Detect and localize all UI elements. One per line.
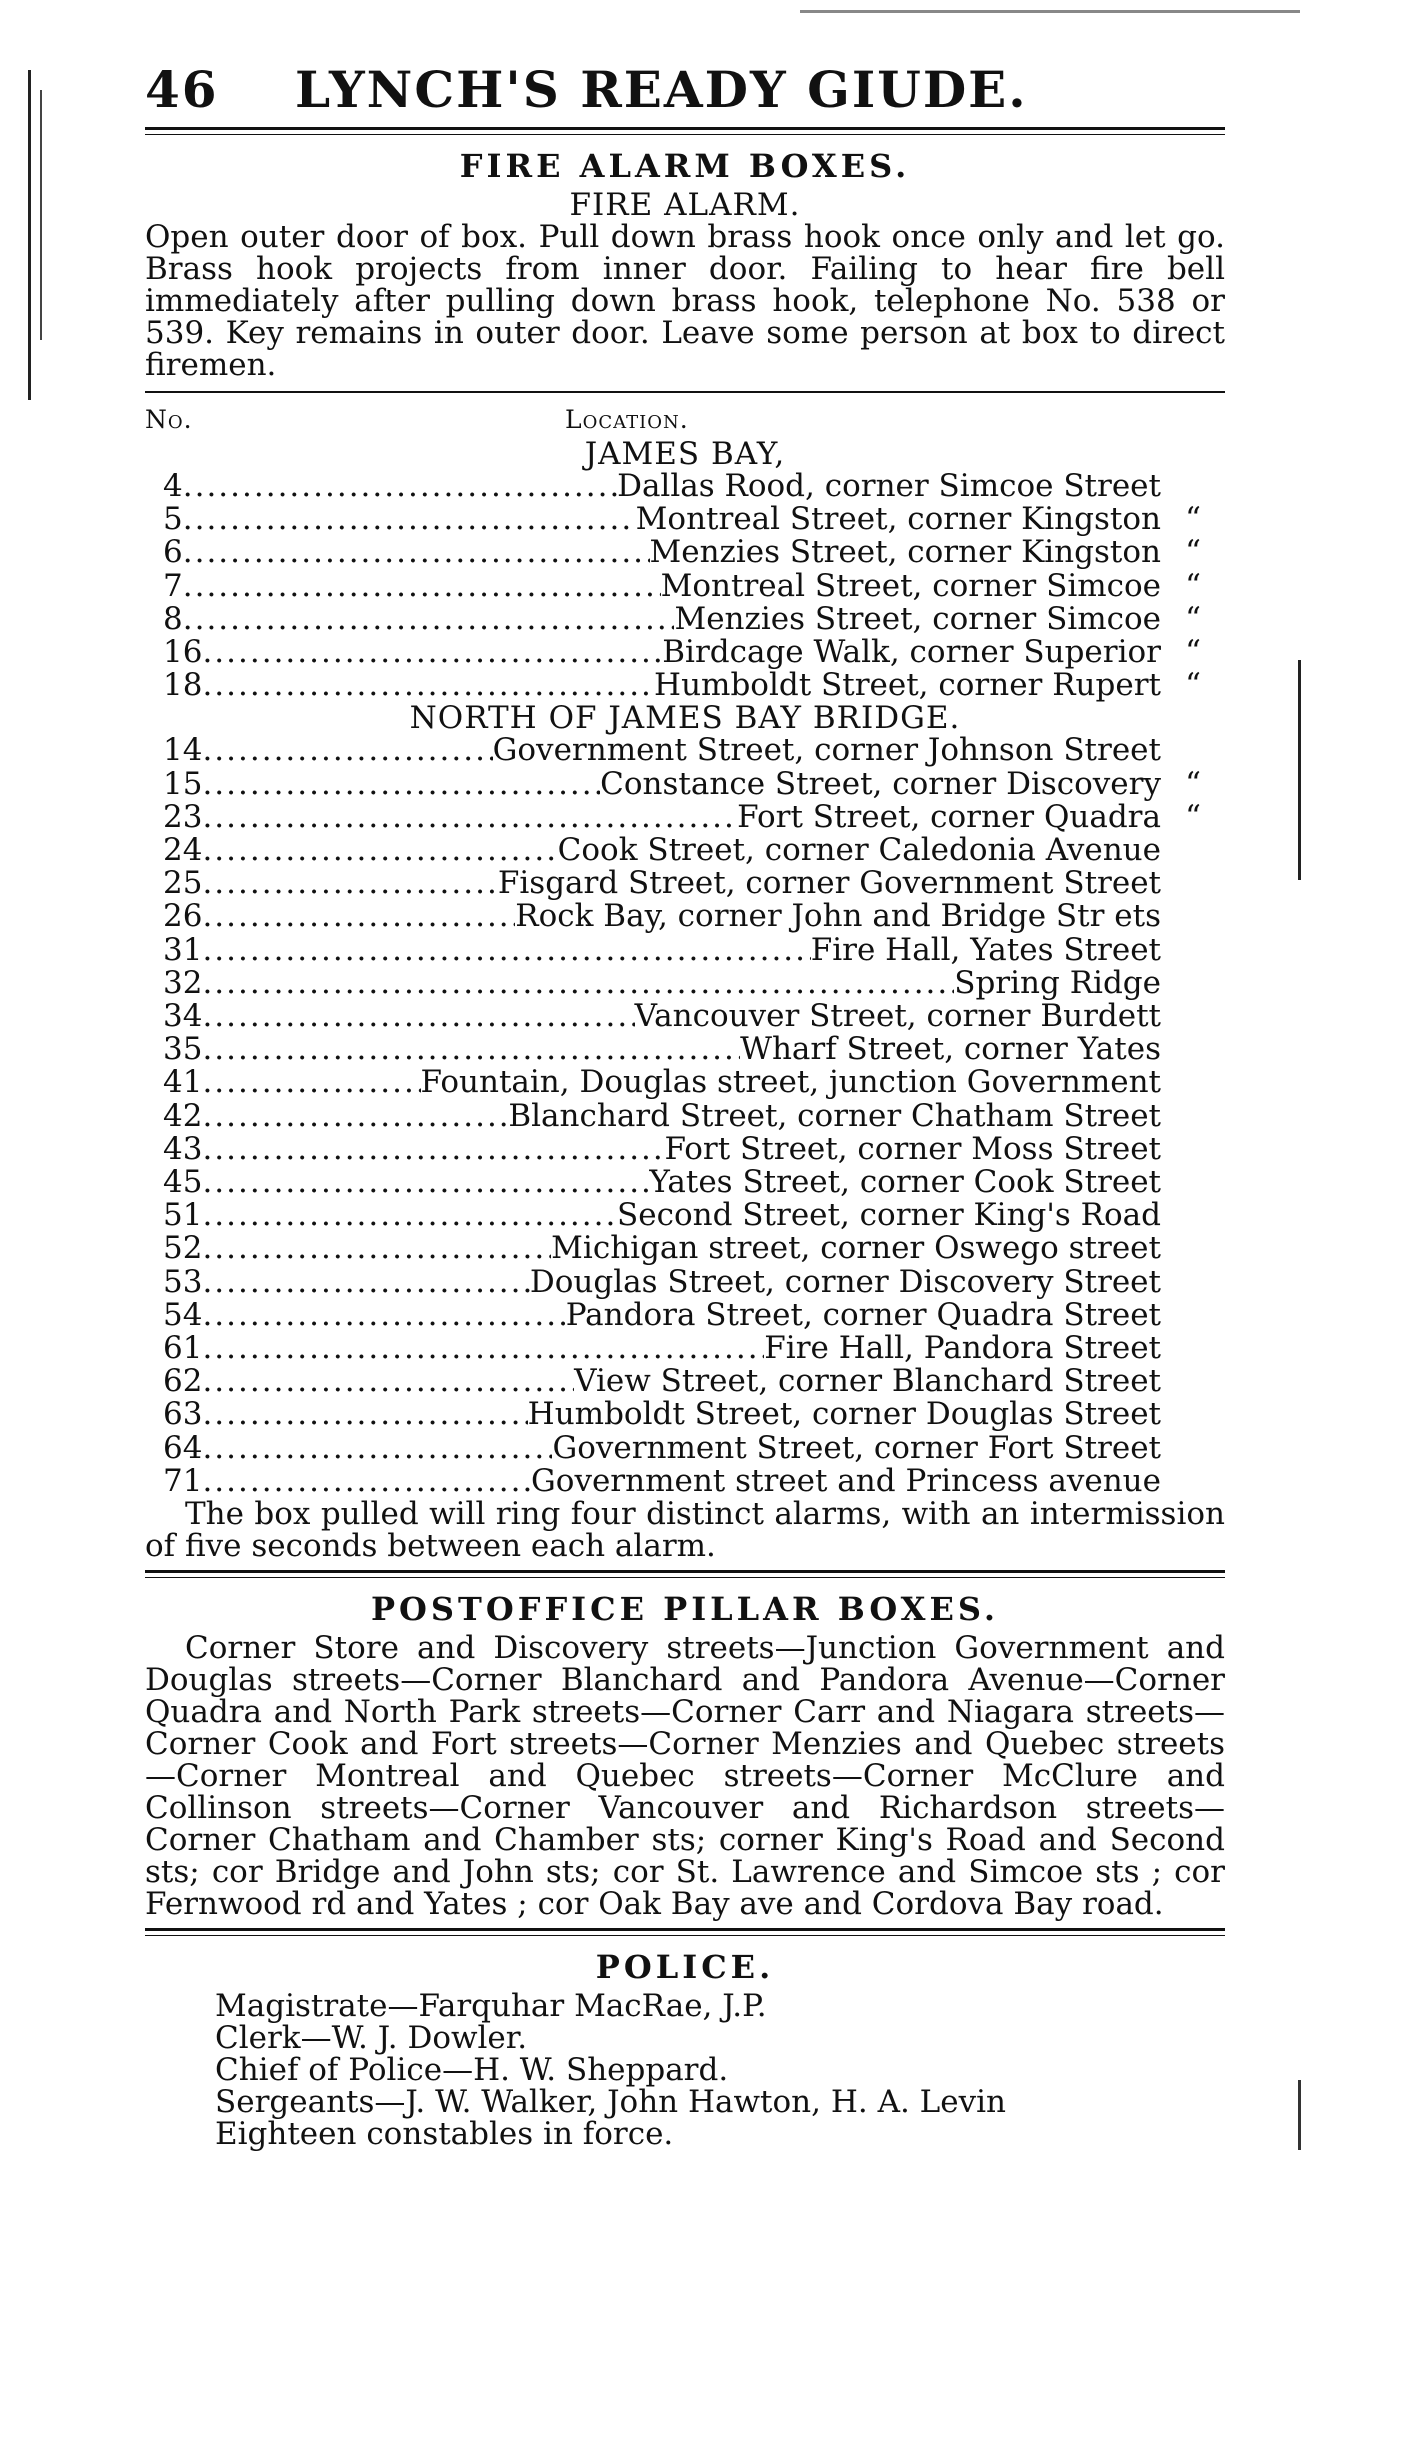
police-section: [145, 1948, 1225, 2153]
running-header: [145, 60, 1225, 119]
box-location: Government Street, corner Fort Street: [552, 1429, 1161, 1466]
header-rule: [145, 127, 1225, 135]
dot-leader: [202, 1465, 531, 1498]
dot-leader: [202, 900, 515, 933]
dot-leader: [202, 934, 810, 967]
fire-alarm-box-entry: [145, 1166, 1225, 1199]
fire-alarm-box-entry: [145, 636, 1225, 669]
ditto-mark: “: [1185, 534, 1201, 571]
ditto-mark: [1161, 834, 1225, 867]
divider-double: [145, 1928, 1225, 1936]
box-number: 25: [163, 865, 203, 902]
dot-leader: [202, 1266, 529, 1299]
column-header-no: No.: [145, 405, 193, 434]
fire-alarm-box-entry: [145, 1232, 1225, 1265]
fire-alarm-box-entry: [145, 1097, 1225, 1134]
dot-leader: [202, 1299, 565, 1332]
dot-leader: [202, 801, 737, 834]
fire-alarm-box-entry: [145, 669, 1225, 702]
fire-alarm-box-entry: [145, 1263, 1225, 1300]
box-location: Cook Street, corner Caledonia Avenue: [557, 832, 1161, 869]
section-title-police: POLICE.: [595, 1948, 775, 1987]
box-location: Birdcage Walk, corner Superior: [662, 634, 1161, 671]
dot-leader: [202, 1166, 649, 1199]
fire-alarm-box-entry: [145, 1398, 1225, 1431]
postoffice-box-locations: Corner Store and Discovery streets—Junction Government and Douglas streets—Corner Blanchard and Pandora Avenue—Corner Quadra and North Park streets—Corner Carr and Niagara streets—Corner Cook and Fort streets—Corner Menzies and Quebec streets—Corner Montreal and Quebec streets—Corner McClure and Collinson streets—Corner Vancouver and Richardson streets—Corner Chatham and Chamber sts; corner King's Road and Second sts; cor Bridge and John sts; cor St. Lawrence and Simcoe sts ; cor Fernwood rd and Yates ; cor Oak Bay ave and Cordova Bay road.: [145, 1630, 1225, 1923]
column-headers: [145, 405, 1225, 434]
box-location: Government Street, corner Johnson Street: [492, 732, 1161, 769]
box-location: Fountain, Douglas street, junction Government: [420, 1064, 1161, 1101]
ditto-mark: “: [1185, 765, 1201, 802]
box-location: Spring Ridge: [954, 964, 1161, 1001]
box-number: 4: [163, 468, 183, 504]
page-number: 46: [145, 60, 219, 119]
ditto-mark: [1161, 1133, 1225, 1166]
box-number: 71: [163, 1462, 203, 1499]
divider-double: [145, 1570, 1225, 1578]
dot-leader: [183, 570, 661, 603]
ditto-mark: [1161, 1332, 1225, 1365]
dot-leader: [202, 1133, 664, 1166]
book-title: LYNCH'S READY GIUDE.: [295, 60, 1028, 119]
dot-leader: [202, 967, 954, 1000]
fire-alarm-box-entry: [145, 567, 1225, 604]
dot-leader: [202, 1100, 508, 1133]
box-location: Rock Bay, corner John and Bridge Str ets: [515, 898, 1161, 935]
police-list: [145, 1988, 1225, 2153]
ditto-mark: [1161, 1232, 1225, 1265]
box-number: 32: [163, 964, 203, 1001]
dot-leader: [183, 603, 675, 636]
fire-alarm-instructions: Open outer door of box. Pull down brass hook once only and let go. Brass hook projects from inner door. Failing to hear fire bell immediately after pulling down brass hook, telephone No. 538 or 539. Key remains in outer door. Leave some person at box to direct firemen.: [145, 219, 1225, 383]
box-number: 24: [163, 832, 203, 869]
box-number: 54: [163, 1296, 203, 1333]
ditto-mark: “: [1185, 501, 1201, 538]
dot-leader: [202, 1066, 420, 1099]
dot-leader: [202, 867, 497, 900]
ditto-mark: “: [1185, 634, 1201, 671]
ditto-mark: “: [1185, 667, 1201, 704]
dot-leader: [202, 1199, 617, 1232]
ditto-mark: [1161, 1199, 1225, 1232]
page: [145, 60, 1225, 2153]
box-location: Montreal Street, corner Simcoe: [660, 567, 1161, 604]
box-location: Constance Street, corner Discovery: [600, 765, 1161, 802]
ditto-mark: “: [1185, 600, 1201, 637]
fire-alarm-box-entry: [145, 1000, 1225, 1033]
box-location: Fort Street, corner Quadra: [737, 798, 1161, 835]
fire-alarm-box-entry: [145, 765, 1225, 802]
ditto-mark: [1161, 470, 1225, 503]
column-header-location: Location.: [565, 405, 689, 434]
ditto-mark: [1161, 1299, 1225, 1332]
box-number: 16: [163, 634, 203, 671]
fire-alarm-box-entry: [145, 1365, 1225, 1398]
box-number: 18: [163, 667, 203, 704]
fire-alarm-section: [145, 147, 1225, 1565]
james-bay-list: [145, 470, 1225, 702]
box-number: 42: [163, 1097, 203, 1134]
fire-alarm-box-entry: [145, 600, 1225, 637]
police-line: Sergeants—J. W. Walker, John Hawton, H. A. Levin: [215, 2084, 1006, 2121]
box-location: Douglas Street, corner Discovery Street: [529, 1263, 1161, 1300]
fire-alarm-box-entry: [145, 1296, 1225, 1333]
fire-alarm-box-entry: [145, 1462, 1225, 1499]
fire-alarm-box-entry: [145, 900, 1225, 933]
fire-alarm-box-entry: [145, 1199, 1225, 1232]
box-location: Humboldt Street, corner Rupert: [654, 667, 1161, 704]
ditto-mark: [1161, 1033, 1225, 1066]
dot-leader: [202, 1365, 574, 1398]
ditto-mark: [1161, 1066, 1225, 1099]
box-number: 45: [163, 1164, 203, 1201]
dot-leader: [202, 1000, 634, 1033]
fire-alarm-box-entry: [145, 503, 1225, 536]
box-location: Yates Street, corner Cook Street: [649, 1164, 1161, 1201]
north-james-bay-list: [145, 734, 1225, 1498]
fire-alarm-box-entry: [145, 798, 1225, 835]
section-title-postoffice-pillar-boxes: POSTOFFICE PILLAR BOXES.: [370, 1590, 999, 1629]
fire-alarm-box-entry: [145, 1066, 1225, 1099]
box-number: 63: [163, 1396, 203, 1433]
fire-alarm-box-entry: [145, 834, 1225, 867]
box-location: Montreal Street, corner Kingston: [635, 501, 1161, 538]
dot-leader: [202, 669, 654, 702]
box-number: 35: [163, 1031, 203, 1068]
dot-leader: [202, 1432, 552, 1465]
dot-leader: [202, 834, 557, 867]
box-number: 53: [163, 1263, 203, 1300]
ditto-mark: [1161, 934, 1225, 967]
police-line: Chief of Police—H. W. Sheppard.: [215, 2052, 729, 2089]
dot-leader: [202, 636, 662, 669]
box-number: 52: [163, 1230, 203, 1267]
box-location: Vancouver Street, corner Burdett: [634, 998, 1161, 1035]
postoffice-section: [145, 1590, 1225, 1923]
ditto-mark: “: [1185, 567, 1201, 604]
box-number: 15: [163, 765, 203, 802]
ditto-mark: “: [1185, 798, 1201, 835]
box-number: 23: [163, 798, 203, 835]
box-location: Dallas Rood, corner Simcoe Street: [617, 468, 1161, 504]
box-number: 43: [163, 1130, 203, 1167]
ditto-mark: [1161, 1398, 1225, 1431]
ditto-mark: [1161, 1100, 1225, 1133]
fire-alarm-box-entry: [145, 931, 1225, 968]
box-location: Fire Hall, Yates Street: [810, 931, 1161, 968]
dot-leader: [183, 536, 650, 569]
box-number: 41: [163, 1064, 203, 1101]
fire-alarm-box-entry: [145, 1332, 1225, 1365]
ditto-mark: [1161, 1266, 1225, 1299]
ditto-mark: [1161, 1465, 1225, 1498]
box-location: Fort Street, corner Moss Street: [664, 1130, 1161, 1167]
fire-alarm-box-entry: [145, 470, 1225, 503]
ditto-mark: [1161, 1000, 1225, 1033]
box-number: 7: [163, 567, 183, 604]
box-location: Second Street, corner King's Road: [617, 1197, 1161, 1234]
police-line: Magistrate—Farquhar MacRae, J.P.: [215, 1988, 767, 2025]
box-number: 61: [163, 1330, 203, 1367]
police-line: Eighteen constables in force.: [215, 2116, 674, 2153]
box-location: Menzies Street, corner Kingston: [649, 534, 1161, 571]
group-heading-james-bay: JAMES BAY,: [584, 436, 786, 472]
section-title-fire-alarm-boxes: FIRE ALARM BOXES.: [459, 147, 911, 185]
fire-alarm-box-entry: [145, 867, 1225, 900]
ditto-mark: [1161, 967, 1225, 1000]
box-location: Menzies Street, corner Simcoe: [674, 600, 1161, 637]
ditto-mark: [1161, 734, 1225, 767]
fire-alarm-box-entry: [145, 734, 1225, 767]
dot-leader: [202, 1232, 551, 1265]
group-heading-north-james-bay-bridge: NORTH OF JAMES BAY BRIDGE.: [409, 700, 961, 737]
dot-leader: [183, 470, 617, 503]
box-number: 31: [163, 931, 203, 968]
box-number: 6: [163, 534, 183, 571]
box-number: 51: [163, 1197, 203, 1234]
fire-alarm-box-entry: [145, 1429, 1225, 1466]
box-location: Michigan street, corner Oswego street: [551, 1230, 1161, 1267]
box-location: Fire Hall, Pandora Street: [764, 1330, 1161, 1367]
box-location: Fisgard Street, corner Government Street: [497, 865, 1161, 902]
box-number: 64: [163, 1429, 203, 1466]
box-location: Pandora Street, corner Quadra Street: [565, 1296, 1161, 1333]
dot-leader: [202, 1398, 527, 1431]
ditto-mark: [1161, 867, 1225, 900]
dot-leader: [202, 768, 600, 801]
ditto-mark: [1161, 1432, 1225, 1465]
box-location: Wharf Street, corner Yates: [740, 1031, 1161, 1068]
box-number: 62: [163, 1363, 203, 1400]
police-line: Clerk—W. J. Dowler.: [215, 2020, 528, 2057]
divider: [145, 391, 1225, 393]
box-number: 34: [163, 998, 203, 1035]
box-number: 26: [163, 898, 203, 935]
ditto-mark: [1161, 900, 1225, 933]
dot-leader: [202, 1033, 740, 1066]
box-location: View Street, corner Blanchard Street: [574, 1363, 1161, 1400]
fire-alarm-box-entry: [145, 536, 1225, 569]
alarm-note: The box pulled will ring four distinct alarms, with an intermission of five seconds between each alarm.: [145, 1496, 1225, 1565]
fire-alarm-box-entry: [145, 1130, 1225, 1167]
box-number: 14: [163, 732, 203, 769]
box-location: Humboldt Street, corner Douglas Street: [527, 1396, 1161, 1433]
dot-leader: [202, 734, 492, 767]
fire-alarm-box-entry: [145, 964, 1225, 1001]
box-location: Blanchard Street, corner Chatham Street: [508, 1097, 1161, 1134]
box-number: 8: [163, 600, 183, 637]
box-number: 5: [163, 501, 183, 538]
ditto-mark: [1161, 1166, 1225, 1199]
fire-alarm-box-entry: [145, 1033, 1225, 1066]
section-subtitle-fire-alarm: FIRE ALARM.: [569, 187, 801, 223]
dot-leader: [183, 503, 636, 536]
dot-leader: [202, 1332, 764, 1365]
box-location: Government street and Princess avenue: [531, 1462, 1161, 1499]
ditto-mark: [1161, 1365, 1225, 1398]
